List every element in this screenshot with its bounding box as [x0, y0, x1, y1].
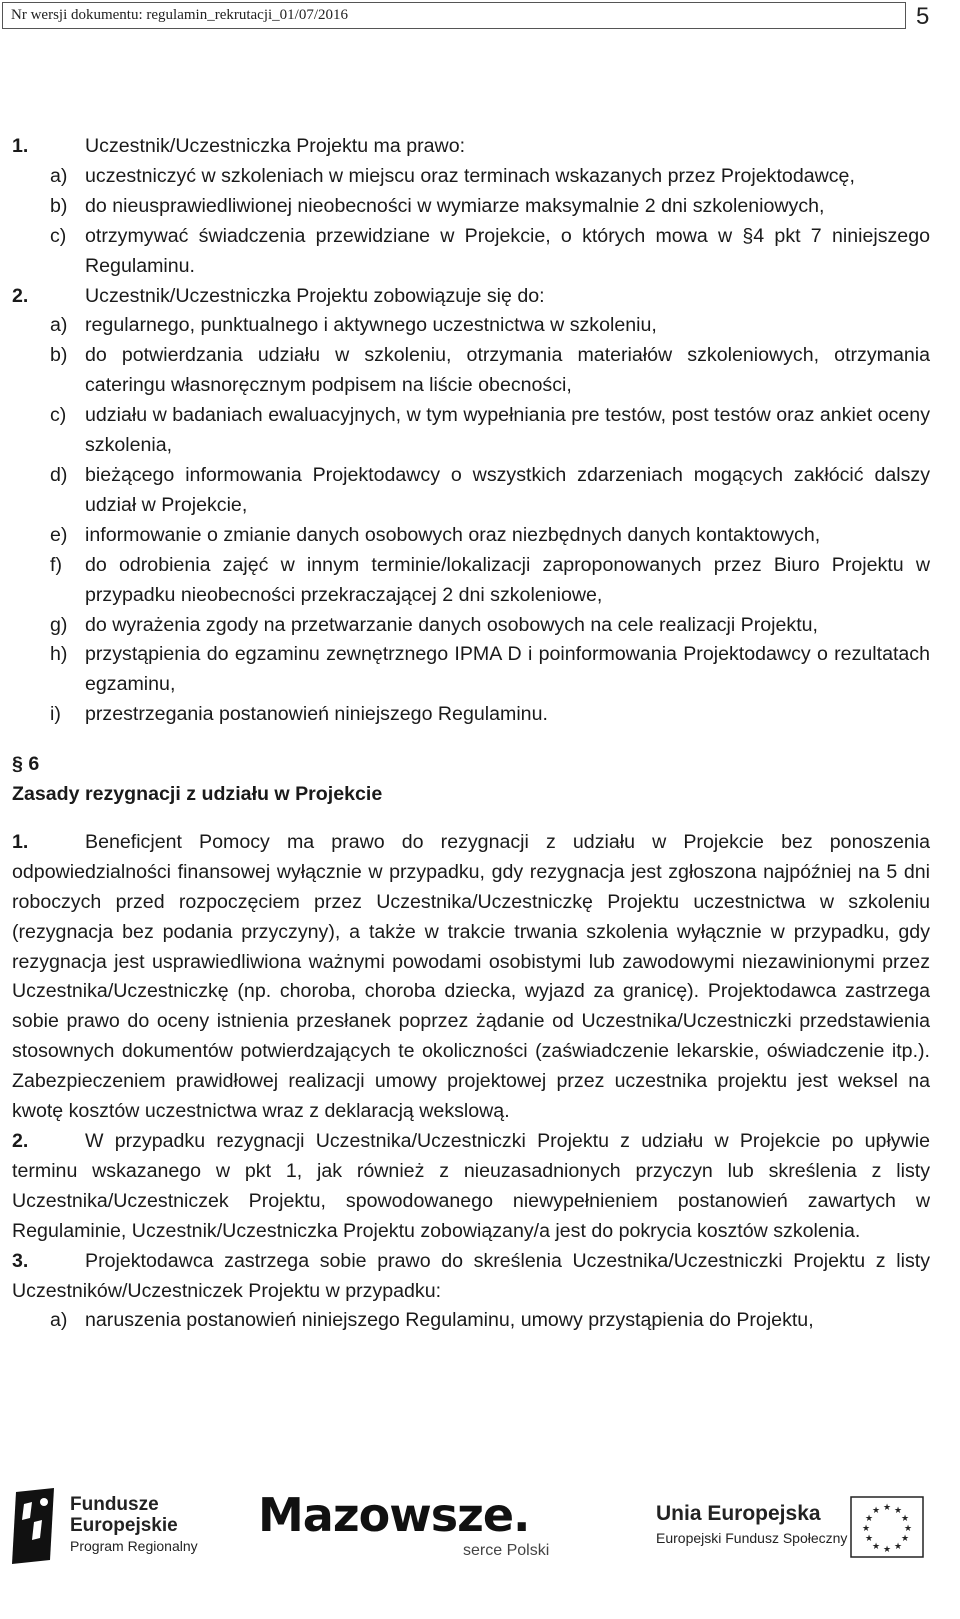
- document-body: [12, 132, 930, 1336]
- list-item-label: i): [50, 703, 61, 726]
- list-item: [12, 551, 930, 611]
- version-text: Nr wersji dokumentu: regulamin_rekrutacji_01/07/2016: [11, 7, 349, 23]
- list-item: [12, 162, 930, 192]
- document-version-header: [2, 2, 906, 29]
- list-item: [12, 192, 930, 222]
- list-item-text: do wyrażenia zgody na przetwarzanie danych osobowych na cele realizacji Projektu,: [85, 613, 818, 636]
- paragraph-number: 2.: [12, 1130, 29, 1152]
- svg-text:★: ★: [882, 1503, 892, 1513]
- list-item-label: f): [50, 553, 62, 576]
- paragraph-number: 2.: [12, 284, 29, 307]
- svg-text:★: ★: [893, 1542, 903, 1552]
- fundusze-europejskie-logo: [10, 1486, 220, 1566]
- fe-line3: Program Regionalny: [70, 1538, 198, 1554]
- list-item: [12, 1306, 930, 1336]
- list-item-text: do nieusprawiedliwionej nieobecności w wymiarze maksymalnie 2 dni szkoleniowych,: [85, 194, 825, 217]
- section-paragraph: [12, 828, 930, 1127]
- list-item: [12, 341, 930, 401]
- list-item: [12, 640, 930, 700]
- svg-text:★: ★: [871, 1542, 881, 1552]
- fe-text: [70, 1494, 198, 1557]
- list-item-text: bieżącego informowania Projektodawcy o wszystkich zdarzeniach mogących zakłócić dalszy udział w Projekcie,: [85, 463, 930, 516]
- list-item: [12, 222, 930, 282]
- mazowsze-logo: [258, 1488, 578, 1568]
- list-item: [12, 401, 930, 461]
- paragraph-number: 1.: [12, 830, 29, 853]
- list-item-text: przystąpienia do egzaminu zewnętrznego IPMA D i poinformowania Projektodawcy o rezultatach egzaminu,: [85, 643, 930, 696]
- footer-logos: [0, 1480, 960, 1619]
- list-item-label: c): [50, 404, 67, 427]
- list-item-label: a): [50, 314, 68, 337]
- svg-text:★: ★: [871, 1506, 881, 1516]
- list-item-label: g): [50, 613, 68, 636]
- page-number: 5: [916, 3, 930, 30]
- svg-text:★: ★: [900, 1534, 910, 1544]
- svg-text:★: ★: [903, 1524, 913, 1534]
- list-item-text: informowanie o zmianie danych osobowych oraz niezbędnych danych kontaktowych,: [85, 523, 821, 546]
- list-item-label: b): [50, 194, 68, 217]
- list-item-label: a): [50, 1309, 68, 1332]
- svg-text:★: ★: [864, 1534, 874, 1544]
- unia-europejska-logo: [652, 1502, 942, 1582]
- section-title: Zasady rezygnacji z udziału w Projekcie: [12, 783, 383, 806]
- fe-line2: Europejskie: [70, 1515, 178, 1536]
- list-item-label: a): [50, 164, 68, 187]
- svg-text:★: ★: [861, 1524, 871, 1534]
- ue-line1: Unia Europejska: [656, 1502, 821, 1525]
- list-item-label: e): [50, 523, 68, 546]
- paragraph-text: Projektodawca zastrzega sobie prawo do skreślenia Uczestnika/Uczestniczki Projektu z listy Uczestników/Uczestniczek Projektu w przypadku:: [12, 1249, 930, 1302]
- ue-line2: Europejski Fundusz Społeczny: [656, 1530, 848, 1546]
- list-item-label: d): [50, 463, 68, 486]
- svg-text:★: ★: [882, 1545, 892, 1555]
- svg-text:★: ★: [900, 1514, 910, 1524]
- mazowsze-subtitle: serce Polski: [463, 1542, 550, 1559]
- list-item: [12, 611, 930, 641]
- svg-text:★: ★: [864, 1514, 874, 1524]
- fe-emblem-icon: [10, 1488, 58, 1564]
- list-item-text: otrzymywać świadczenia przewidziane w Projekcie, o których mowa w §4 pkt 7 niniejszego Regulaminu.: [85, 224, 930, 277]
- paragraph-number: 3.: [12, 1249, 29, 1272]
- list-item-label: b): [50, 344, 68, 367]
- list-item: [12, 700, 930, 730]
- list-item-text: do potwierdzania udziału w szkoleniu, otrzymania materiałów szkoleniowych, otrzymania cateringu własnoręcznym podpisem na liście obecności,: [85, 344, 930, 397]
- section-symbol: § 6: [12, 753, 40, 776]
- section-paragraph: [12, 1247, 930, 1307]
- obligations-intro: [12, 282, 930, 312]
- list-item-text: uczestniczyć w szkoleniach w miejscu oraz terminach wskazanych przez Projektodawcę,: [85, 164, 855, 187]
- svg-text:★: ★: [893, 1506, 903, 1516]
- list-item-text: przestrzegania postanowień niniejszego Regulaminu.: [85, 703, 548, 726]
- list-item-text: regularnego, punktualnego i aktywnego uczestnictwa w szkoleniu,: [85, 314, 657, 337]
- list-item: [12, 461, 930, 521]
- paragraph-text: W przypadku rezygnacji Uczestnika/Uczestniczki Projektu z udziału w Projekcie po upływie terminu wskazanego w pkt 1, jak również z nieuzasadnionych przyczyn lub skreślenia z listy Uczestnika/Uczestniczek Projektu, spowodowanego niewypełnieniem postanowień zawartych w Regulaminie, Uczestnik/Uczestniczka Projektu zobowiązany/a jest do pokrycia kosztów szkolenia.: [12, 1130, 930, 1242]
- mazowsze-word: Mazowsze.: [258, 1488, 530, 1542]
- list-item-text: naruszenia postanowień niniejszego Regulaminu, umowy przystąpienia do Projektu,: [85, 1309, 814, 1332]
- eu-flag-icon: [850, 1496, 924, 1558]
- list-item-label: h): [50, 643, 68, 666]
- list-item-label: c): [50, 224, 67, 247]
- list-item: [12, 521, 930, 551]
- paragraph-number: 1.: [12, 135, 29, 157]
- obligations-intro-text: Uczestnik/Uczestniczka Projektu zobowiązuje się do:: [85, 284, 545, 307]
- list-item: [12, 311, 930, 341]
- rights-intro-text: Uczestnik/Uczestniczka Projektu ma prawo:: [85, 135, 466, 157]
- list-item-text: udziału w badaniach ewaluacyjnych, w tym wypełniania pre testów, post testów oraz ankiet oceny szkolenia,: [85, 404, 930, 457]
- section-paragraph: [12, 1127, 930, 1247]
- list-item-text: do odrobienia zajęć w innym terminie/lokalizacji zaproponowanych przez Biuro Projektu w przypadku nieobecności przekraczającej 2 dni szkoleniowe,: [85, 553, 930, 606]
- rights-intro: [12, 132, 930, 162]
- fe-line1: Fundusze: [70, 1494, 159, 1515]
- paragraph-text: Beneficjent Pomocy ma prawo do rezygnacji z udziału w Projekcie bez ponoszenia odpowiedzialności finansowej wyłącznie w przypadku, gdy rezygnacja jest zgłoszona najpóźniej na 5 dni roboczych przed rozpoczęciem przez Uczestnika/Uczestniczkę Projektu uczestnictwa w szkoleniu (rezygnacja bez podania przyczyny), a także w trakcie trwania szkolenia wyłącznie w przypadku, gdy rezygnacja jest usprawiedliwiona ważnymi powodami osobistymi lub zawodowymi niezawinionymi przez Uczestnika/Uczestniczkę (np. choroba, choroba dziecka, wyjazd za granicę). Projektodawca zastrzega sobie prawo do oceny istnienia przesłanek poprzez żądanie od Uczestnika/Uczestniczki przedstawienia stosownych dokumentów potwierdzających te okoliczności (zaświadczenie lekarskie, oświadczenie itp.). Zabezpieczeniem prawidłowej realizacji umowy projektowej przez uczestnika projektu jest weksel na kwotę kosztów uczestnictwa wraz z deklaracją wekslową.: [12, 830, 930, 1123]
